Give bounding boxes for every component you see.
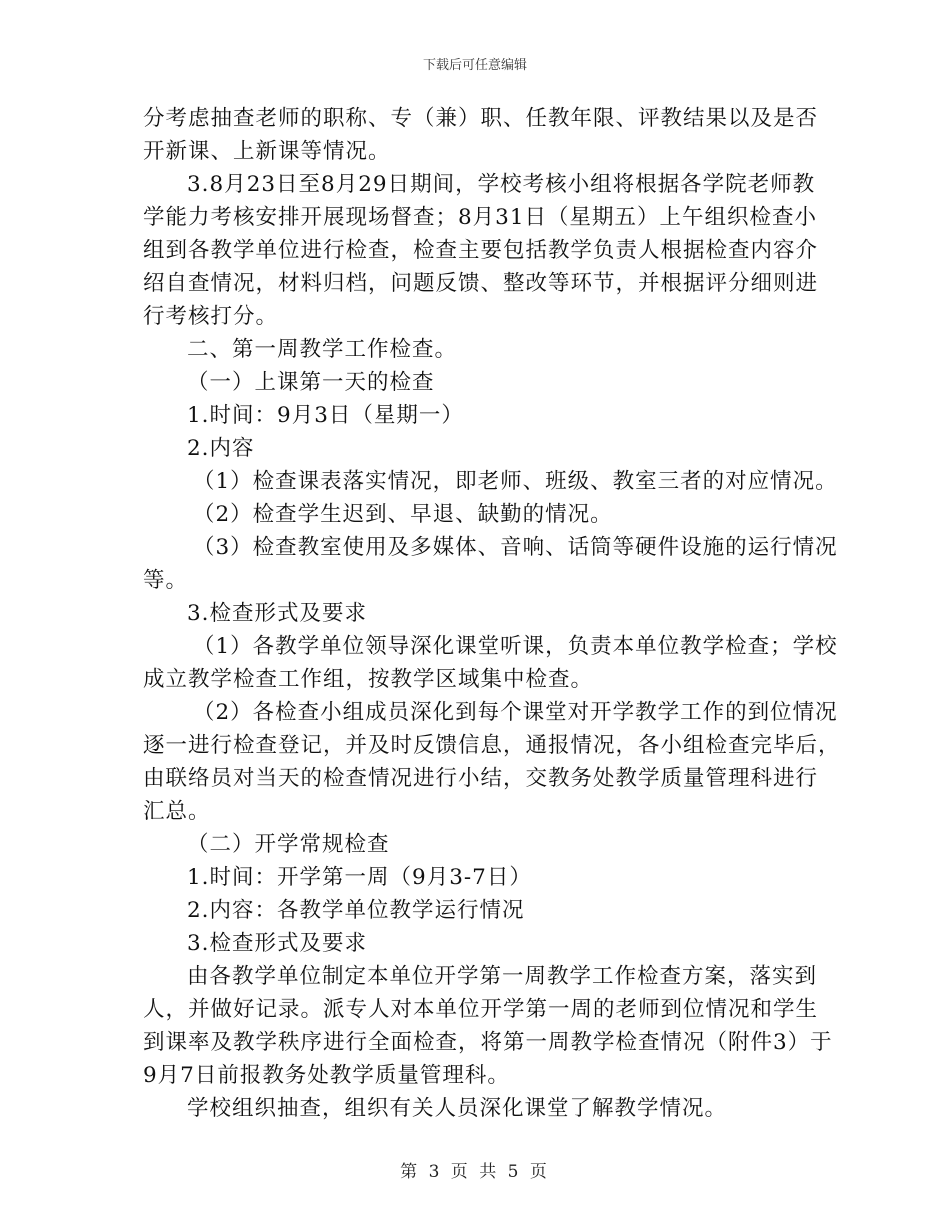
text-line: 1.时间：9月3日（星期一） (187, 403, 464, 428)
text-line: 学校组织抽查，组织有关人员深化课堂了解教学情况。 (187, 1096, 728, 1121)
text-line: 人，并做好记录。派专人对本单位开学第一周的老师到位情况和学生 (143, 997, 819, 1022)
page-footer: 第 3 页 共 5 页 (400, 1162, 550, 1182)
text-line: 9月7日前报教务处教学质量管理科。 (143, 1063, 510, 1088)
text-line: 2.内容 (187, 436, 255, 461)
page-header: 下载后可任意编辑 (422, 58, 527, 73)
text-line: 由各教学单位制定本单位开学第一周教学工作检查方案，落实到 (187, 964, 818, 989)
text-line: 2.内容：各教学单位教学运行情况 (187, 898, 525, 923)
subsection-heading: （二）开学常规检查 (187, 832, 390, 857)
text-line: 逐一进行检查登记，并及时反馈信息，通报情况，各小组检查完毕后， (143, 733, 841, 758)
text-line: 由联络员对当天的检查情况进行小结，交教务处教学质量管理科进行 (143, 766, 819, 791)
text-line: 1.时间：开学第一周（9月3-7日） (187, 865, 532, 890)
text-line: （2）检查学生迟到、早退、缺勤的情况。 (193, 502, 613, 527)
text-line: （3）检查教室使用及多媒体、音响、话筒等硬件设施的运行情况 (193, 535, 838, 560)
text-line: 3.8月23日至8月29日期间，学校考核小组将根据各学院老师教 (187, 172, 816, 197)
text-line: 分考虑抽查老师的职称、专（兼）职、任教年限、评教结果以及是否 (143, 106, 819, 131)
text-line: 3.检查形式及要求 (187, 931, 368, 956)
text-line: 学能力考核安排开展现场督查；8月31日（星期五）上午组织检查小 (143, 205, 818, 230)
text-line: 到课率及教学秩序进行全面检查，将第一周教学检查情况（附件3）于 (143, 1030, 833, 1055)
text-line: （1）各教学单位领导深化课堂听课，负责本单位教学检查；学校 (193, 634, 838, 659)
text-line: 成立教学检查工作组，按教学区域集中检查。 (143, 667, 594, 692)
section-heading: 二、第一周教学工作检查。 (187, 337, 458, 362)
text-line: 开新课、上新课等情况。 (143, 139, 391, 164)
text-line: 行考核打分。 (143, 304, 279, 329)
text-line: 汇总。 (143, 799, 211, 824)
text-line: 3.检查形式及要求 (187, 601, 368, 626)
text-line: 绍自查情况，材料归档，问题反馈、整改等环节，并根据评分细则进 (143, 271, 819, 296)
text-line: 组到各教学单位进行检查，检查主要包括教学负责人根据检查内容介 (143, 238, 819, 263)
text-line: （2）各检查小组成员深化到每个课堂对开学教学工作的到位情况 (193, 700, 838, 725)
text-line: （1）检查课表落实情况，即老师、班级、教室三者的对应情况。 (193, 469, 838, 494)
text-line: 等。 (143, 568, 189, 593)
document-body (143, 102, 841, 1125)
subsection-heading: （一）上课第一天的检查 (187, 370, 435, 395)
